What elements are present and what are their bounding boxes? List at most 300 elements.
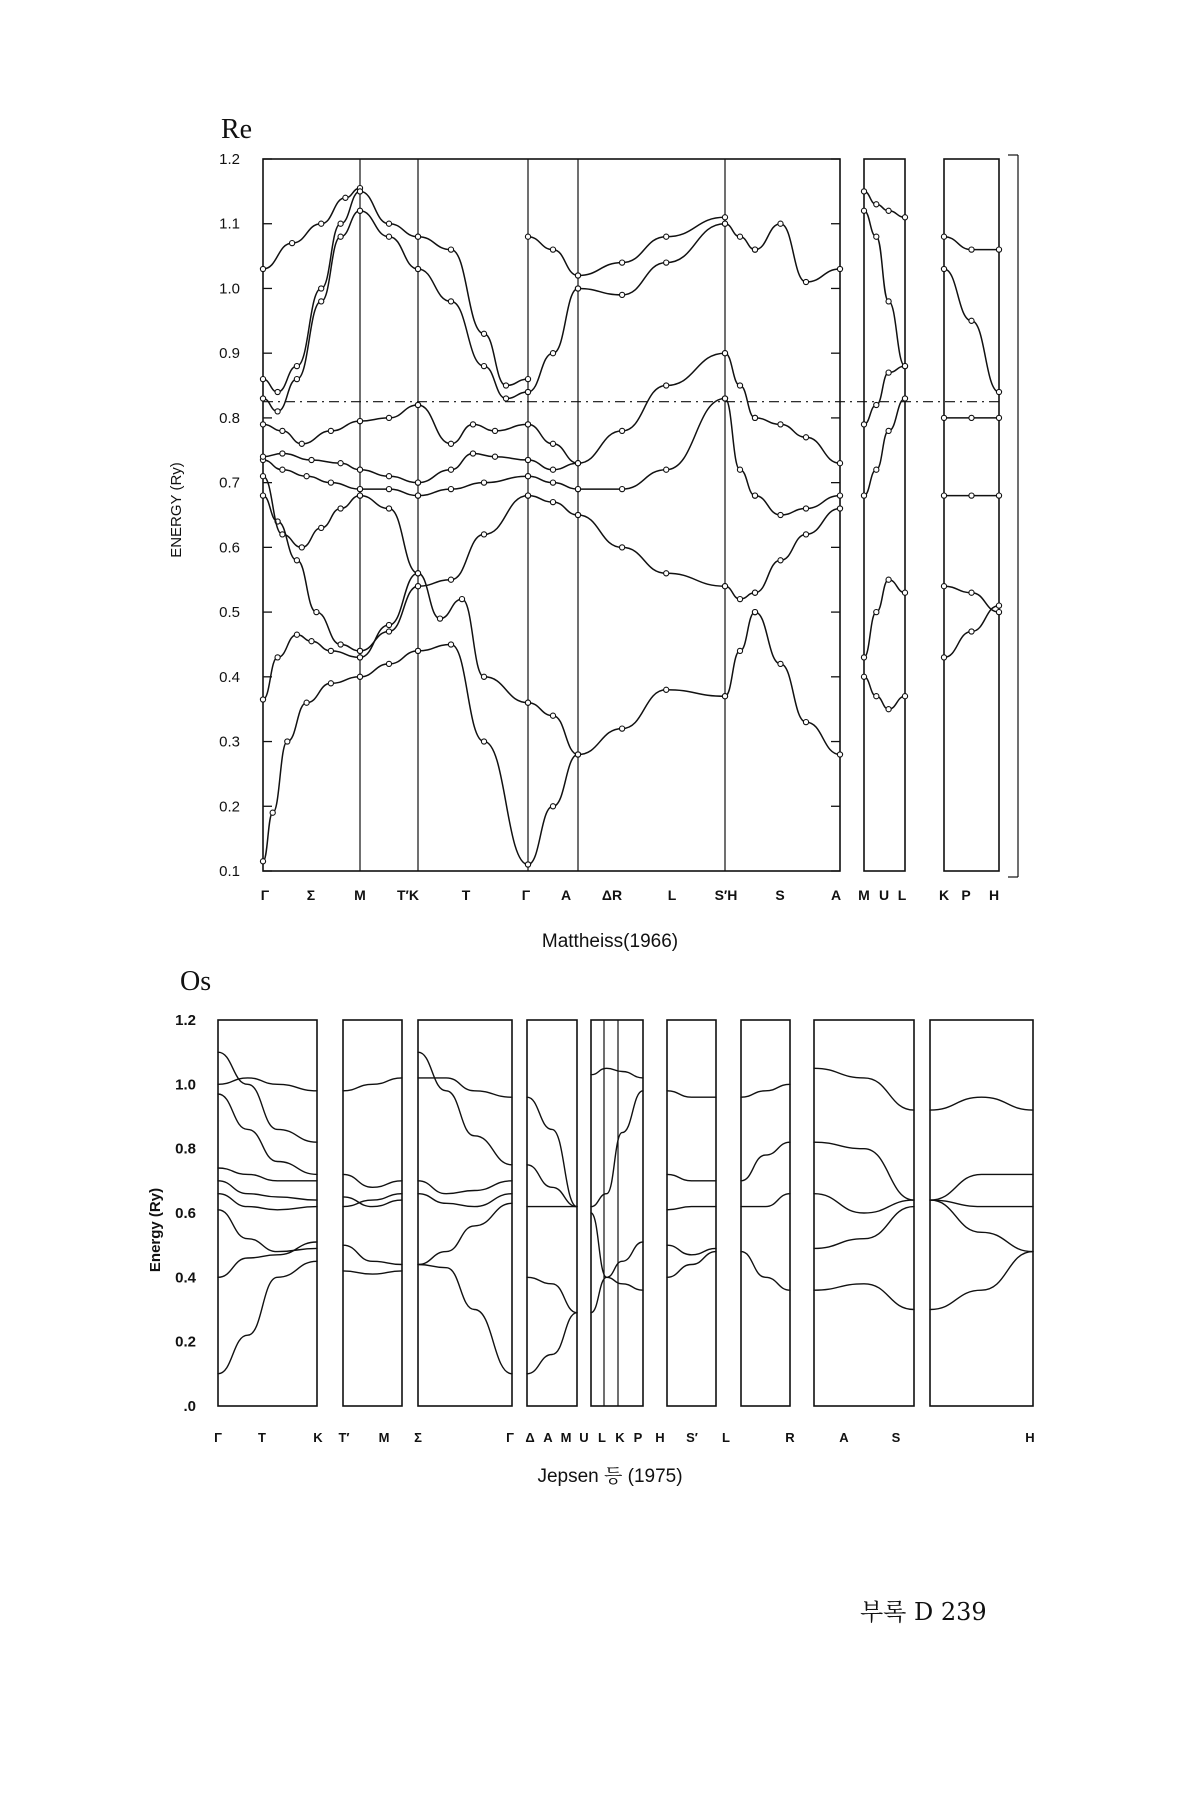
- re-kpoint-label: S: [775, 887, 785, 903]
- re-data-point: [481, 331, 486, 336]
- re-y-tick-label: 0.1: [219, 863, 240, 880]
- re-band-line: [418, 269, 528, 399]
- re-data-point: [803, 720, 808, 725]
- os-chart-caption: Jepsen 등 (1975): [537, 1466, 683, 1487]
- re-data-point: [778, 422, 783, 427]
- os-band-line: [814, 1284, 914, 1310]
- os-kpoint-label: Γ: [214, 1430, 222, 1445]
- re-data-point: [996, 493, 1001, 498]
- re-data-point: [260, 493, 265, 498]
- os-band-line: [418, 1181, 512, 1194]
- re-data-point: [415, 584, 420, 589]
- re-data-point: [874, 402, 879, 407]
- re-data-point: [969, 247, 974, 252]
- re-data-point: [415, 493, 420, 498]
- re-data-point: [437, 616, 442, 621]
- re-data-point: [902, 396, 907, 401]
- re-data-point: [803, 506, 808, 511]
- re-data-point: [969, 590, 974, 595]
- re-data-point: [386, 415, 391, 420]
- re-data-point: [752, 493, 757, 498]
- os-band-line: [591, 1213, 643, 1290]
- re-data-point: [550, 804, 555, 809]
- re-data-point: [328, 480, 333, 485]
- re-data-point: [575, 461, 580, 466]
- re-data-point: [550, 480, 555, 485]
- re-data-point: [874, 694, 879, 699]
- re-kpoint-label: U: [878, 887, 890, 903]
- re-band-line: [263, 191, 360, 392]
- os-band-line: [343, 1271, 402, 1274]
- re-band-line: [418, 496, 528, 587]
- re-panel-frame: [864, 159, 905, 871]
- re-data-point: [722, 694, 727, 699]
- os-band-line: [591, 1091, 643, 1207]
- re-band-line: [578, 217, 725, 275]
- re-data-point: [664, 571, 669, 576]
- re-data-point: [481, 674, 486, 679]
- os-band-line: [343, 1078, 402, 1091]
- re-data-point: [294, 377, 299, 382]
- os-y-tick-label: 0.2: [175, 1333, 196, 1351]
- re-data-point: [525, 377, 530, 382]
- re-data-point: [260, 454, 265, 459]
- re-data-point: [575, 273, 580, 278]
- re-data-point: [941, 266, 946, 271]
- re-chart-title: Re: [221, 114, 253, 145]
- os-panel-frame: [930, 1020, 1033, 1406]
- re-kpoint-label: T: [461, 887, 471, 903]
- re-data-point: [902, 364, 907, 369]
- os-band-line: [741, 1252, 790, 1291]
- os-kpoint-label: Γ: [506, 1430, 514, 1445]
- re-data-point: [328, 648, 333, 653]
- re-data-point: [969, 318, 974, 323]
- re-kpoint-label: Γ: [521, 887, 531, 903]
- os-kpoint-label: T′: [338, 1430, 350, 1445]
- re-data-point: [664, 687, 669, 692]
- re-data-point: [737, 467, 742, 472]
- re-data-point: [338, 642, 343, 647]
- os-y-tick-label: 1.2: [175, 1012, 196, 1029]
- re-data-point: [294, 364, 299, 369]
- re-y-axis-label: ENERGY (Ry): [168, 462, 185, 558]
- os-band-line: [418, 1203, 512, 1264]
- re-data-point: [260, 377, 265, 382]
- os-band-line: [218, 1078, 317, 1091]
- re-y-tick-label: 0.3: [219, 733, 240, 751]
- re-data-point: [886, 428, 891, 433]
- os-panel-frame: [527, 1020, 577, 1406]
- re-y-tick-label: 0.2: [219, 798, 240, 816]
- re-data-point: [902, 215, 907, 220]
- os-band-line: [218, 1261, 317, 1374]
- re-data-point: [415, 234, 420, 239]
- re-y-tick-label: 0.7: [219, 474, 240, 492]
- re-data-point: [861, 674, 866, 679]
- re-data-point: [996, 610, 1001, 615]
- os-band-line: [218, 1181, 317, 1200]
- os-band-line: [814, 1068, 914, 1110]
- re-data-point: [386, 474, 391, 479]
- re-data-point: [280, 428, 285, 433]
- re-data-point: [448, 577, 453, 582]
- re-y-tick-label: 0.4: [219, 668, 240, 686]
- re-data-point: [343, 195, 348, 200]
- re-data-point: [357, 467, 362, 472]
- re-data-point: [357, 648, 362, 653]
- re-data-point: [415, 571, 420, 576]
- os-band-line: [343, 1194, 402, 1207]
- os-band-line: [527, 1313, 577, 1374]
- re-data-point: [861, 655, 866, 660]
- re-data-point: [803, 435, 808, 440]
- os-band-line: [930, 1174, 1033, 1200]
- re-band-line: [528, 755, 578, 865]
- re-data-point: [357, 208, 362, 213]
- re-kpoint-label: T′K: [396, 887, 420, 903]
- re-band-line: [263, 677, 360, 862]
- re-panel-frame: [944, 159, 999, 871]
- os-chart-title: Os: [180, 966, 212, 997]
- re-data-point: [664, 260, 669, 265]
- re-kpoint-label: M: [858, 887, 870, 903]
- re-data-point: [525, 862, 530, 867]
- re-data-point: [357, 487, 362, 492]
- re-data-point: [550, 441, 555, 446]
- re-data-point: [837, 752, 842, 757]
- re-data-point: [386, 661, 391, 666]
- re-kpoint-label: Σ: [306, 887, 316, 903]
- re-data-point: [550, 500, 555, 505]
- re-band-structure-chart: [168, 114, 1018, 952]
- re-data-point: [285, 739, 290, 744]
- re-data-point: [415, 648, 420, 653]
- re-data-point: [874, 202, 879, 207]
- re-data-point: [886, 208, 891, 213]
- re-data-point: [448, 247, 453, 252]
- os-band-line: [527, 1097, 577, 1206]
- os-band-line: [667, 1091, 716, 1097]
- os-kpoint-label: M: [378, 1430, 390, 1445]
- re-data-point: [996, 603, 1001, 608]
- re-panel-frame: [263, 159, 840, 871]
- re-data-point: [503, 383, 508, 388]
- os-band-line: [667, 1207, 716, 1210]
- re-data-point: [525, 474, 530, 479]
- os-kpoint-label: M: [560, 1430, 572, 1445]
- os-y-axis-label: Energy (Ry): [147, 1187, 164, 1273]
- re-data-point: [481, 532, 486, 537]
- os-kpoint-label: A: [543, 1430, 553, 1445]
- re-band-line: [755, 418, 840, 463]
- re-data-point: [722, 584, 727, 589]
- os-kpoint-label: K: [615, 1430, 625, 1445]
- re-kpoint-label: S′H: [714, 887, 738, 903]
- re-data-point: [481, 364, 486, 369]
- re-data-point: [280, 451, 285, 456]
- re-data-point: [270, 810, 275, 815]
- re-data-point: [575, 487, 580, 492]
- re-band-line: [864, 211, 905, 366]
- os-panel-frames: [175, 1012, 1035, 1445]
- re-data-point: [969, 493, 974, 498]
- re-y-tick-label: 0.6: [219, 539, 240, 557]
- re-data-point: [260, 697, 265, 702]
- re-data-point: [260, 266, 265, 271]
- re-data-point: [941, 584, 946, 589]
- re-band-line: [578, 353, 725, 463]
- os-band-line: [418, 1265, 512, 1374]
- re-data-point: [778, 558, 783, 563]
- re-band-line: [864, 366, 905, 424]
- re-data-point: [664, 383, 669, 388]
- os-y-tick-label: 0.6: [175, 1205, 196, 1222]
- re-band-line: [944, 269, 999, 392]
- os-band-line: [741, 1194, 790, 1207]
- os-band-line: [218, 1094, 317, 1174]
- re-data-point: [459, 597, 464, 602]
- re-data-point: [941, 655, 946, 660]
- re-data-point: [550, 467, 555, 472]
- re-data-point: [448, 467, 453, 472]
- os-band-line: [667, 1174, 716, 1180]
- re-data-point: [525, 457, 530, 462]
- os-kpoint-label: L: [598, 1430, 606, 1445]
- re-panel-frames: [219, 151, 1018, 903]
- re-data-point: [737, 234, 742, 239]
- re-data-point: [778, 512, 783, 517]
- re-kpoint-label: Γ: [260, 887, 270, 903]
- re-y-tick-label: 0.5: [219, 604, 240, 622]
- os-kpoint-label: Σ: [414, 1430, 422, 1445]
- re-data-point: [470, 451, 475, 456]
- re-kpoint-label: A: [830, 887, 842, 903]
- re-band-line: [418, 476, 528, 495]
- re-data-point: [280, 467, 285, 472]
- re-data-point: [874, 610, 879, 615]
- re-data-point: [290, 241, 295, 246]
- os-band-line: [814, 1194, 914, 1213]
- re-band-line: [528, 496, 578, 515]
- re-data-point: [620, 292, 625, 297]
- os-kpoint-label: Δ: [525, 1430, 535, 1445]
- re-band-line: [725, 612, 755, 696]
- os-panel-frame: [218, 1020, 317, 1406]
- re-data-point: [275, 389, 280, 394]
- re-data-point: [550, 351, 555, 356]
- re-data-point: [837, 266, 842, 271]
- re-kpoint-label: ΔR: [601, 887, 623, 903]
- re-band-line: [418, 573, 528, 702]
- re-data-point: [969, 629, 974, 634]
- re-data-point: [722, 215, 727, 220]
- re-data-point: [386, 622, 391, 627]
- os-kpoint-label: P: [633, 1430, 643, 1445]
- re-band-line: [528, 289, 578, 393]
- os-y-tick-label: .0: [183, 1398, 196, 1415]
- re-band-line: [578, 690, 725, 755]
- os-band-line: [218, 1052, 317, 1142]
- os-y-tick-label: 0.8: [175, 1140, 196, 1158]
- re-data-point: [752, 247, 757, 252]
- re-data-point: [550, 247, 555, 252]
- os-band-line: [591, 1242, 643, 1313]
- re-data-point: [525, 389, 530, 394]
- re-data-point: [448, 299, 453, 304]
- os-band-line: [527, 1165, 577, 1207]
- re-data-point: [861, 422, 866, 427]
- re-data-point: [481, 739, 486, 744]
- re-data-point: [737, 648, 742, 653]
- re-data-point: [275, 409, 280, 414]
- re-band-line: [528, 237, 578, 276]
- re-data-point: [299, 441, 304, 446]
- re-band-line: [360, 211, 418, 269]
- re-band-line: [864, 191, 905, 217]
- re-band-line: [755, 496, 840, 515]
- re-data-point: [448, 642, 453, 647]
- re-band-line: [263, 421, 360, 444]
- re-data-point: [338, 506, 343, 511]
- re-data-point: [620, 726, 625, 731]
- re-band-line: [263, 476, 360, 547]
- re-kpoint-label: M: [354, 887, 366, 903]
- os-panel-frame: [741, 1020, 790, 1406]
- re-data-point: [996, 389, 1001, 394]
- re-data-point: [752, 415, 757, 420]
- os-band-line: [418, 1052, 512, 1165]
- re-data-point: [357, 189, 362, 194]
- re-kpoint-label: P: [961, 887, 971, 903]
- os-band-line: [218, 1242, 317, 1277]
- re-data-point: [737, 383, 742, 388]
- re-band-line: [578, 515, 725, 586]
- re-data-point: [260, 422, 265, 427]
- re-data-point: [664, 234, 669, 239]
- re-data-point: [304, 700, 309, 705]
- re-y-tick-label: 1.0: [219, 280, 240, 298]
- os-panel-frame: [343, 1020, 402, 1406]
- re-data-point: [803, 279, 808, 284]
- re-data-point: [620, 545, 625, 550]
- os-band-line: [814, 1142, 914, 1200]
- re-data-point: [941, 234, 946, 239]
- re-chart-caption: Mattheiss(1966): [541, 931, 679, 952]
- re-data-point: [319, 286, 324, 291]
- re-data-point: [260, 474, 265, 479]
- os-band-line: [527, 1277, 577, 1312]
- re-data-point: [620, 260, 625, 265]
- re-data-point: [415, 266, 420, 271]
- re-data-point: [778, 661, 783, 666]
- re-data-point: [575, 286, 580, 291]
- os-band-line: [343, 1174, 402, 1187]
- re-data-point: [861, 493, 866, 498]
- os-kpoint-label: K: [313, 1430, 323, 1445]
- os-band-structure-chart: [147, 966, 1035, 1487]
- re-band-line: [755, 612, 840, 754]
- re-data-point: [837, 506, 842, 511]
- re-y-tick-label: 0.9: [219, 345, 240, 363]
- os-kpoint-label: H: [655, 1430, 665, 1445]
- re-data-point: [575, 752, 580, 757]
- re-data-point: [803, 532, 808, 537]
- os-kpoint-label: T: [258, 1430, 266, 1445]
- re-data-point: [861, 208, 866, 213]
- re-data-point: [338, 234, 343, 239]
- re-data-point: [941, 415, 946, 420]
- os-kpoint-label: S: [891, 1430, 901, 1445]
- os-kpoint-label: S′: [686, 1430, 698, 1445]
- re-data-point: [280, 532, 285, 537]
- re-data-point: [309, 457, 314, 462]
- re-band-line: [528, 703, 578, 755]
- re-data-point: [525, 493, 530, 498]
- re-band-line: [360, 573, 418, 657]
- os-y-tick-label: 0.4: [175, 1269, 196, 1287]
- os-band-line: [930, 1200, 1033, 1252]
- re-data-point: [386, 221, 391, 226]
- re-data-point: [492, 454, 497, 459]
- re-band-lines: [260, 186, 1001, 868]
- re-data-point: [415, 402, 420, 407]
- re-data-point: [386, 629, 391, 634]
- re-data-point: [837, 493, 842, 498]
- re-kpoint-label: K: [938, 887, 950, 903]
- os-band-line: [930, 1097, 1033, 1110]
- os-kpoint-label: A: [839, 1430, 849, 1445]
- os-band-line: [930, 1252, 1033, 1310]
- re-data-point: [722, 221, 727, 226]
- re-data-point: [525, 700, 530, 705]
- os-band-line: [418, 1194, 512, 1207]
- re-data-point: [386, 487, 391, 492]
- re-data-point: [575, 512, 580, 517]
- re-data-point: [525, 422, 530, 427]
- re-data-point: [275, 655, 280, 660]
- re-data-point: [525, 234, 530, 239]
- re-data-point: [996, 247, 1001, 252]
- re-data-point: [470, 422, 475, 427]
- re-data-point: [778, 221, 783, 226]
- re-data-point: [304, 474, 309, 479]
- re-data-point: [357, 655, 362, 660]
- re-data-point: [357, 419, 362, 424]
- re-band-line: [755, 224, 840, 282]
- os-band-line: [218, 1168, 317, 1181]
- os-y-tick-label: 1.0: [175, 1076, 196, 1094]
- re-data-point: [448, 441, 453, 446]
- os-kpoint-label: R: [785, 1430, 795, 1445]
- re-data-point: [996, 415, 1001, 420]
- re-data-point: [314, 610, 319, 615]
- re-data-point: [550, 713, 555, 718]
- os-band-line: [418, 1078, 512, 1097]
- re-data-point: [481, 480, 486, 485]
- re-data-point: [357, 493, 362, 498]
- page-footer: 부록 D 239: [860, 1598, 987, 1626]
- os-band-line: [741, 1142, 790, 1181]
- re-data-point: [886, 370, 891, 375]
- re-data-point: [294, 632, 299, 637]
- re-band-line: [864, 677, 905, 709]
- re-band-line: [360, 586, 418, 651]
- re-data-point: [260, 396, 265, 401]
- re-data-point: [338, 461, 343, 466]
- os-band-line: [741, 1084, 790, 1097]
- os-panel-frame: [667, 1020, 716, 1406]
